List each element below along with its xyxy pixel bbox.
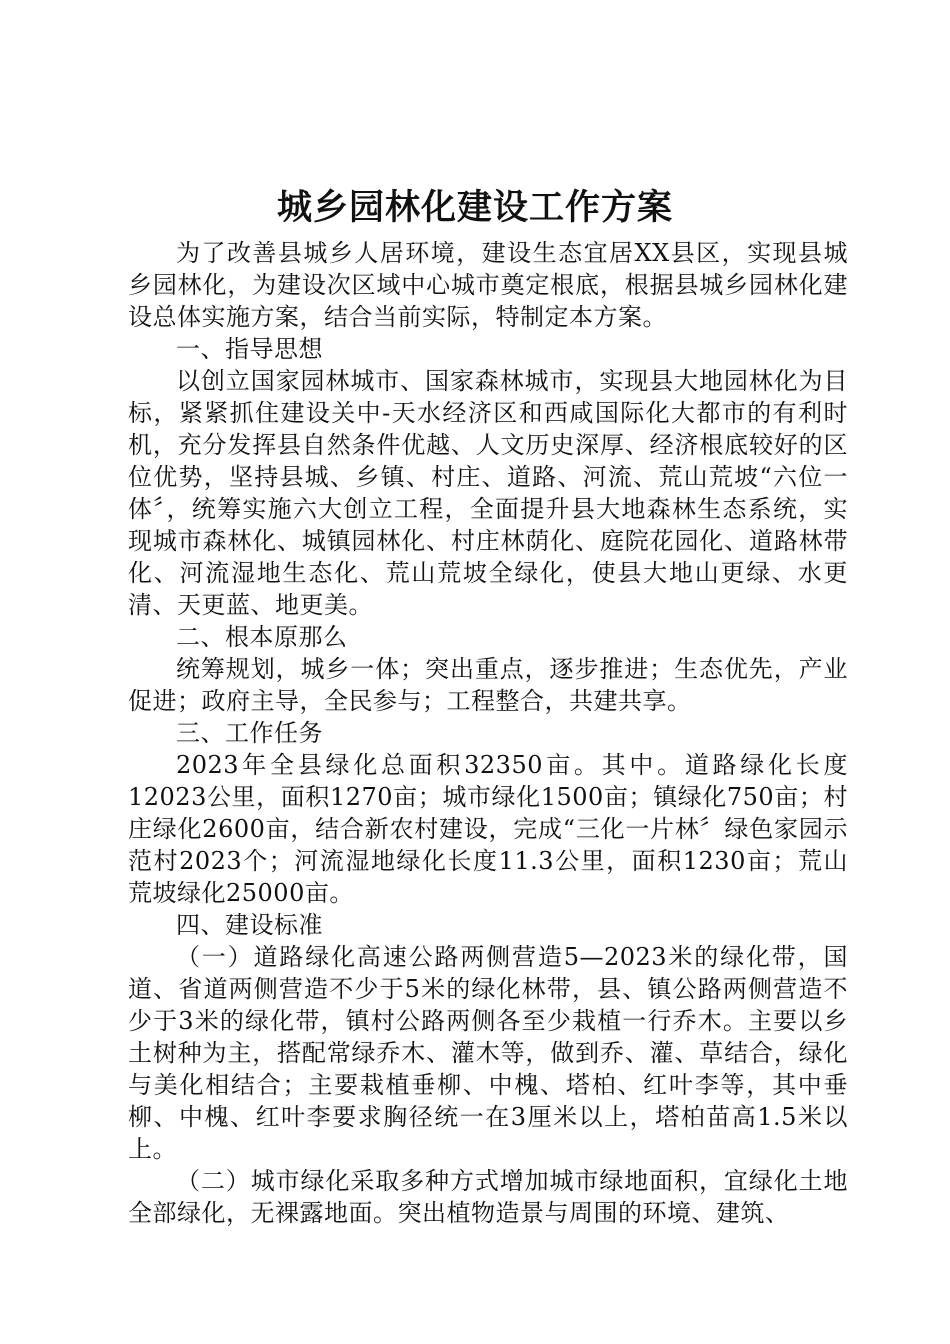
- section-heading-standards: 四、建设标准: [176, 911, 323, 939]
- document-title: 城乡园林化建设工作方案: [276, 187, 673, 228]
- section-heading-tasks: 三、工作任务: [176, 719, 323, 747]
- paragraph-city-greening: （二）城市绿化采取多种方式增加城市绿地面积，宜绿化土地全部绿化，无裸露地面。突出植物造景与周围的环境、建筑、: [128, 1167, 848, 1227]
- paragraph-tasks: 2023年全县绿化总面积32350亩。其中。道路绿化长度12023公里，面积1270亩；城市绿化1500亩；镇绿化750亩；村庄绿化2600亩，结合新农村建设，完成“三化一片林〞绿色家园示范村2023个；河流湿地绿化长度11.3公里，面积1230亩；荒山荒坡绿化25000亩。: [128, 751, 848, 907]
- section-heading-guiding-ideology: 一、指导思想: [176, 335, 323, 363]
- section-heading-principles: 二、根本原那么: [176, 623, 348, 651]
- document-body: [128, 237, 848, 1229]
- intro-paragraph: 为了改善县城乡人居环境，建设生态宜居XX县区，实现县城乡园林化，为建设次区域中心城市奠定根底，根据县城乡园林化建设总体实施方案，结合当前实际，特制定本方案。: [128, 239, 848, 331]
- paragraph-principles: 统筹规划，城乡一体；突出重点，逐步推进；生态优先，产业促进；政府主导，全民参与；工程整合，共建共享。: [128, 655, 848, 715]
- paragraph-road-greening: （一）道路绿化高速公路两侧营造5—2023米的绿化带，国道、省道两侧营造不少于5米的绿化林带，县、镇公路两侧营造不少于3米的绿化带，镇村公路两侧各至少栽植一行乔木。主要以乡土树种为主，搭配常绿乔木、灌木等，做到乔、灌、草结合，绿化与美化相结合；主要栽植垂柳、中槐、塔柏、红叶李等，其中垂柳、中槐、红叶李要求胸径统一在3厘米以上，塔柏苗高1.5米以上。: [128, 943, 848, 1163]
- paragraph-guiding-ideology: 以创立国家园林城市、国家森林城市，实现县大地园林化为目标，紧紧抓住建设关中-天水经济区和西咸国际化大都市的有利时机，充分发挥县自然条件优越、人文历史深厚、经济根底较好的区位优势，坚持县城、乡镇、村庄、道路、河流、荒山荒坡“六位一体〞，统筹实施六大创立工程，全面提升县大地森林生态系统，实现城市森林化、城镇园林化、村庄林荫化、庭院花园化、道路林带化、河流湿地生态化、荒山荒坡全绿化，使县大地山更绿、水更清、天更蓝、地更美。: [128, 367, 848, 619]
